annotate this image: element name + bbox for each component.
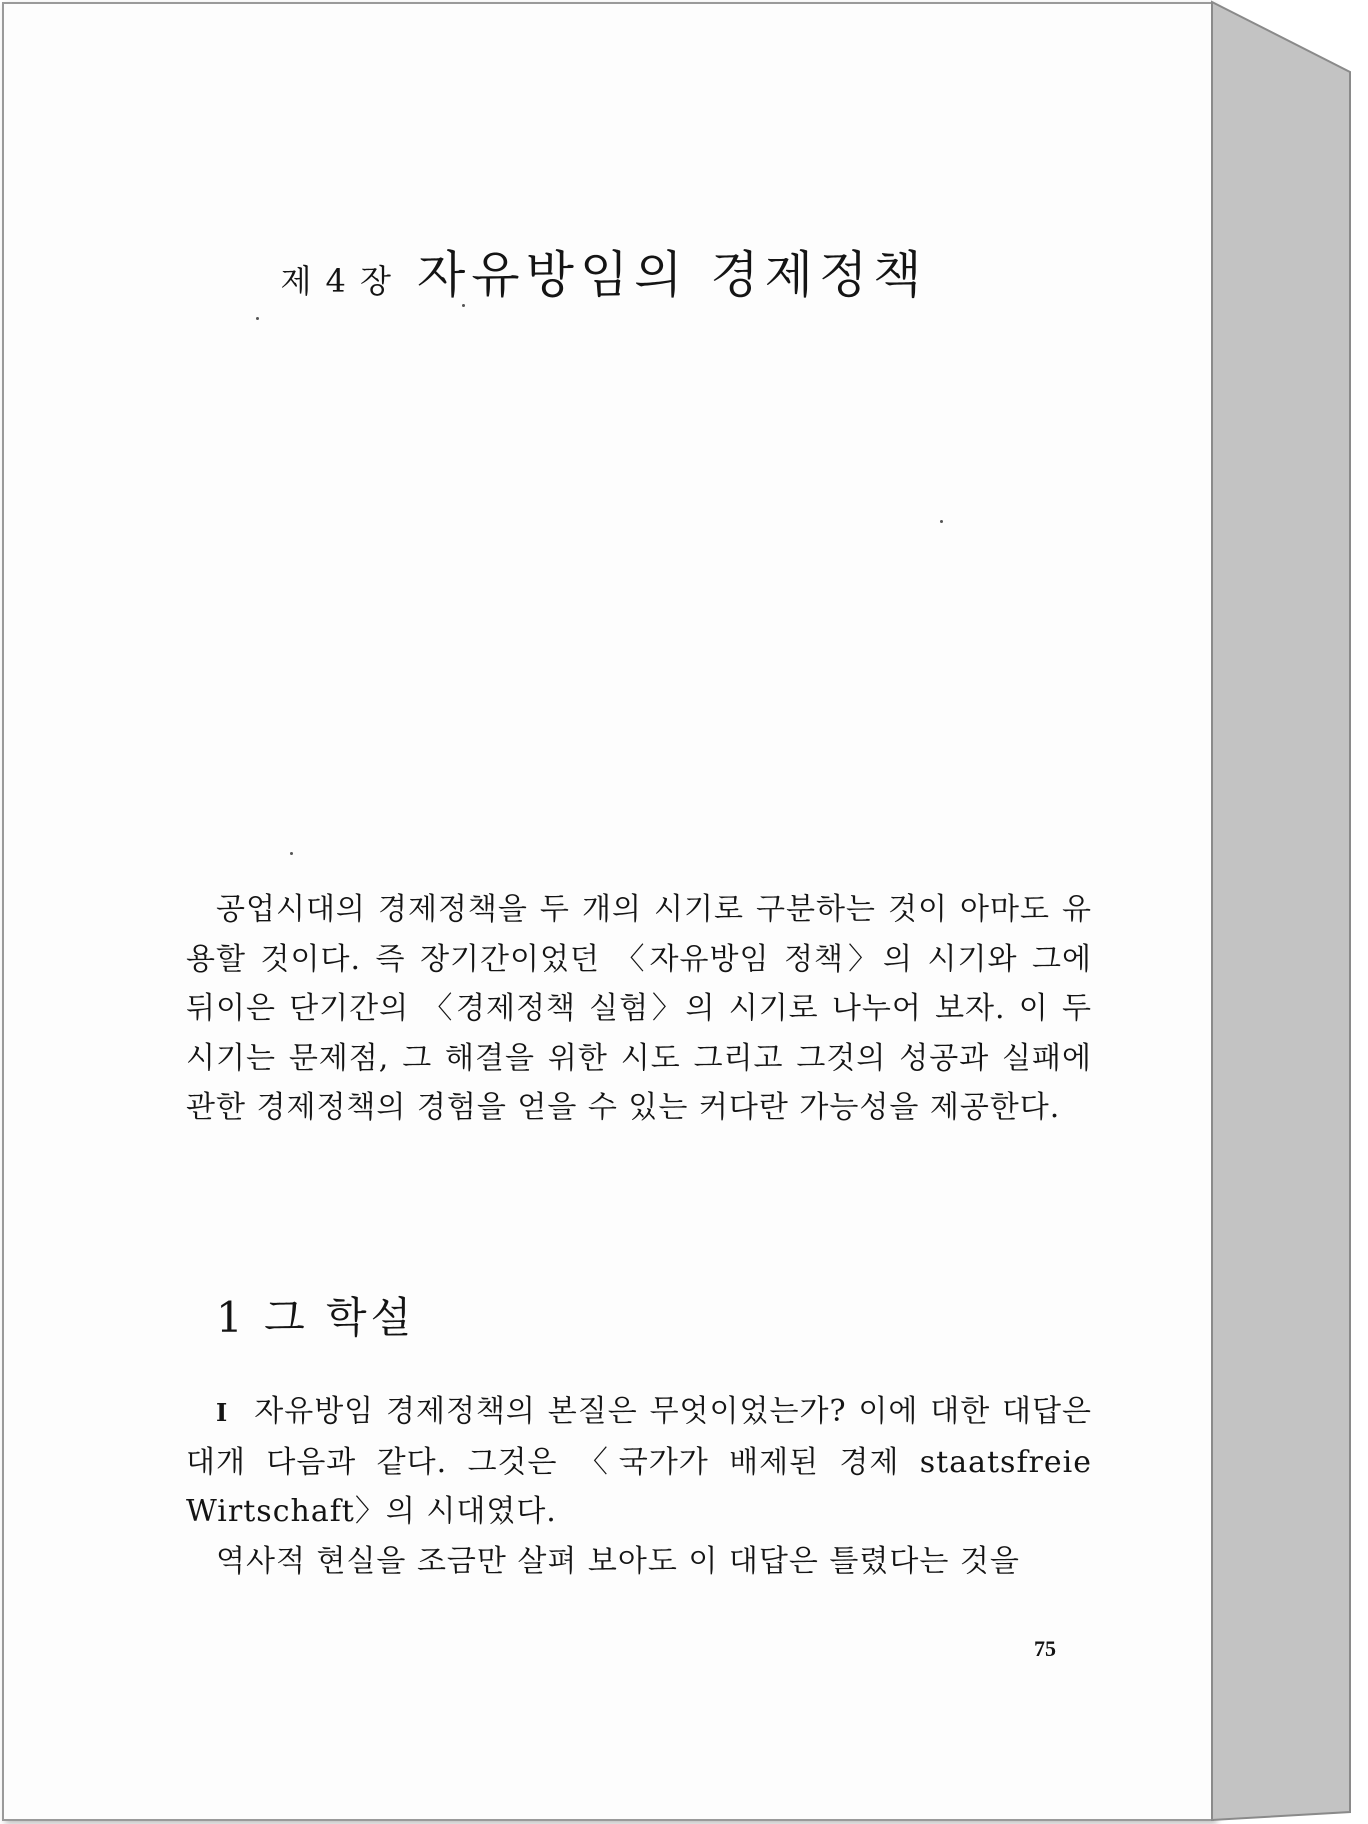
print-speck (940, 520, 943, 523)
paragraph-marker: I (216, 1398, 229, 1427)
chapter-number: 제 4 장 (280, 262, 393, 300)
print-speck (462, 304, 465, 307)
section-body (186, 1387, 1092, 1586)
section-paragraph-1-text: 자유방임 경제정책의 본질은 무엇이었는가? 이에 대한 대답은 대개 다음과 같다. 그것은 〈국가가 배제된 경제 staatsfreie Wirtschaft〉의 시대였다. (186, 1394, 1092, 1529)
page-number: 75 (1034, 1636, 1056, 1661)
chapter-name: 자유방임의 경제정책 (416, 246, 928, 304)
intro-paragraph-text: 공업시대의 경제정책을 두 개의 시기로 구분하는 것이 아마도 유용할 것이다. 즉 장기간이었던 〈자유방임 정책〉의 시기와 그에 뒤이은 단기간의 〈경제정책 실험〉의 시기로 나누어 보자. 이 두 시기는 문제점, 그 해결을 위한 시도 그리고 그것의 성공과 실패에 관한 경제정책의 경험을 얻을 수 있는 커다란 가능성을 제공한다. (186, 892, 1092, 1125)
chapter-title (0, 235, 1208, 307)
section-heading: 1 그 학설 (216, 1293, 416, 1342)
print-speck (256, 317, 259, 320)
intro-paragraph (186, 885, 1092, 1133)
print-speck (290, 852, 293, 855)
section-paragraph-2: 역사적 현실을 조금만 살펴 보아도 이 대답은 틀렸다는 것을 (216, 1543, 1020, 1579)
section-paragraph-1 (186, 1387, 1092, 1537)
